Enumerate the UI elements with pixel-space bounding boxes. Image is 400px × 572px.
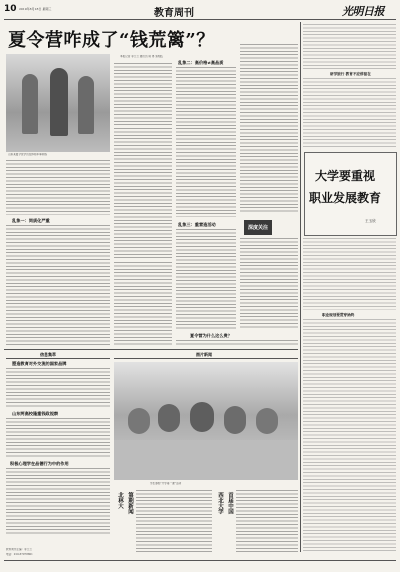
photo-news-caption: 学生参加“开学第一课”活动 bbox=[150, 482, 182, 485]
subhead-2: 乱象二：高价格≠高品质 bbox=[178, 60, 224, 65]
text-block bbox=[303, 238, 396, 310]
editor-phone: 电话：010-67078801 bbox=[6, 553, 33, 556]
badge-text: 深度关注 bbox=[247, 225, 268, 231]
news-item-3-title: 积极心理学在品德行为中的作用 bbox=[10, 461, 69, 466]
text-block bbox=[6, 225, 110, 347]
text-block bbox=[303, 78, 396, 148]
byline: 本报记者 李兰兰 通讯员 郭 冉 蔡相伍 bbox=[120, 55, 164, 58]
vertical-title-2: 第期新闻 bbox=[127, 492, 133, 514]
feature-title-1: 大学要重视 bbox=[315, 169, 376, 183]
photo-news-label: 图片新闻 bbox=[196, 352, 212, 357]
text-block bbox=[136, 490, 212, 552]
news-item-1-title: 塑造教育对外交流的国家品牌 bbox=[12, 361, 67, 366]
text-block bbox=[236, 490, 298, 552]
photo-news-image bbox=[114, 362, 298, 480]
main-photo bbox=[6, 54, 110, 152]
photo-caption: 山东某夏令营学员在体验军事训练 bbox=[8, 153, 47, 156]
vertical-title-3: 西北大学 bbox=[217, 492, 223, 514]
text-block bbox=[6, 160, 110, 215]
text-block bbox=[114, 128, 172, 258]
text-block bbox=[6, 368, 110, 408]
vertical-title-1: 北林大 bbox=[117, 492, 123, 509]
subhead-3: 乱象三：重营造活动 bbox=[178, 222, 216, 227]
feature-author: 王玉欣 bbox=[365, 219, 376, 223]
right-subheading: 职业规划要贯穿始终 bbox=[322, 313, 355, 317]
badge-deep-focus bbox=[244, 220, 272, 235]
feature-title-2: 职业发展教育 bbox=[309, 191, 382, 205]
text-block bbox=[6, 418, 110, 458]
subhead-4: 夏令营为什么这么贵？ bbox=[190, 333, 232, 338]
text-block bbox=[240, 238, 298, 330]
text-block bbox=[114, 262, 172, 347]
feature-box bbox=[304, 152, 397, 236]
section-name: 教育周刊 bbox=[154, 8, 194, 19]
text-block bbox=[6, 468, 110, 536]
text-block bbox=[303, 319, 396, 551]
text-block bbox=[176, 340, 298, 347]
main-title: 夏令营咋成了“钱荒篱”？ bbox=[8, 30, 215, 51]
news-item-2-title: 山东两高校隆重钱政视察 bbox=[12, 411, 59, 416]
text-block bbox=[176, 67, 236, 217]
subhead-1: 乱象一：同质化严重 bbox=[12, 218, 50, 223]
side-heading: 研学旅行 教育不应停留在 bbox=[330, 72, 371, 76]
vertical-title-4: 首届中国 bbox=[227, 492, 233, 514]
text-block bbox=[240, 44, 298, 214]
text-block bbox=[303, 24, 396, 69]
text-block bbox=[176, 229, 236, 329]
news-heading: 信息集萃 bbox=[40, 352, 56, 357]
page-number: 10 bbox=[4, 4, 17, 14]
editor-credit: 教育周刊主编：李兰兰 bbox=[6, 548, 32, 551]
newspaper-logo: 光明日报 bbox=[342, 5, 384, 18]
date-line: 2019年8月18日 星期三 bbox=[19, 7, 52, 11]
text-block bbox=[114, 63, 172, 125]
